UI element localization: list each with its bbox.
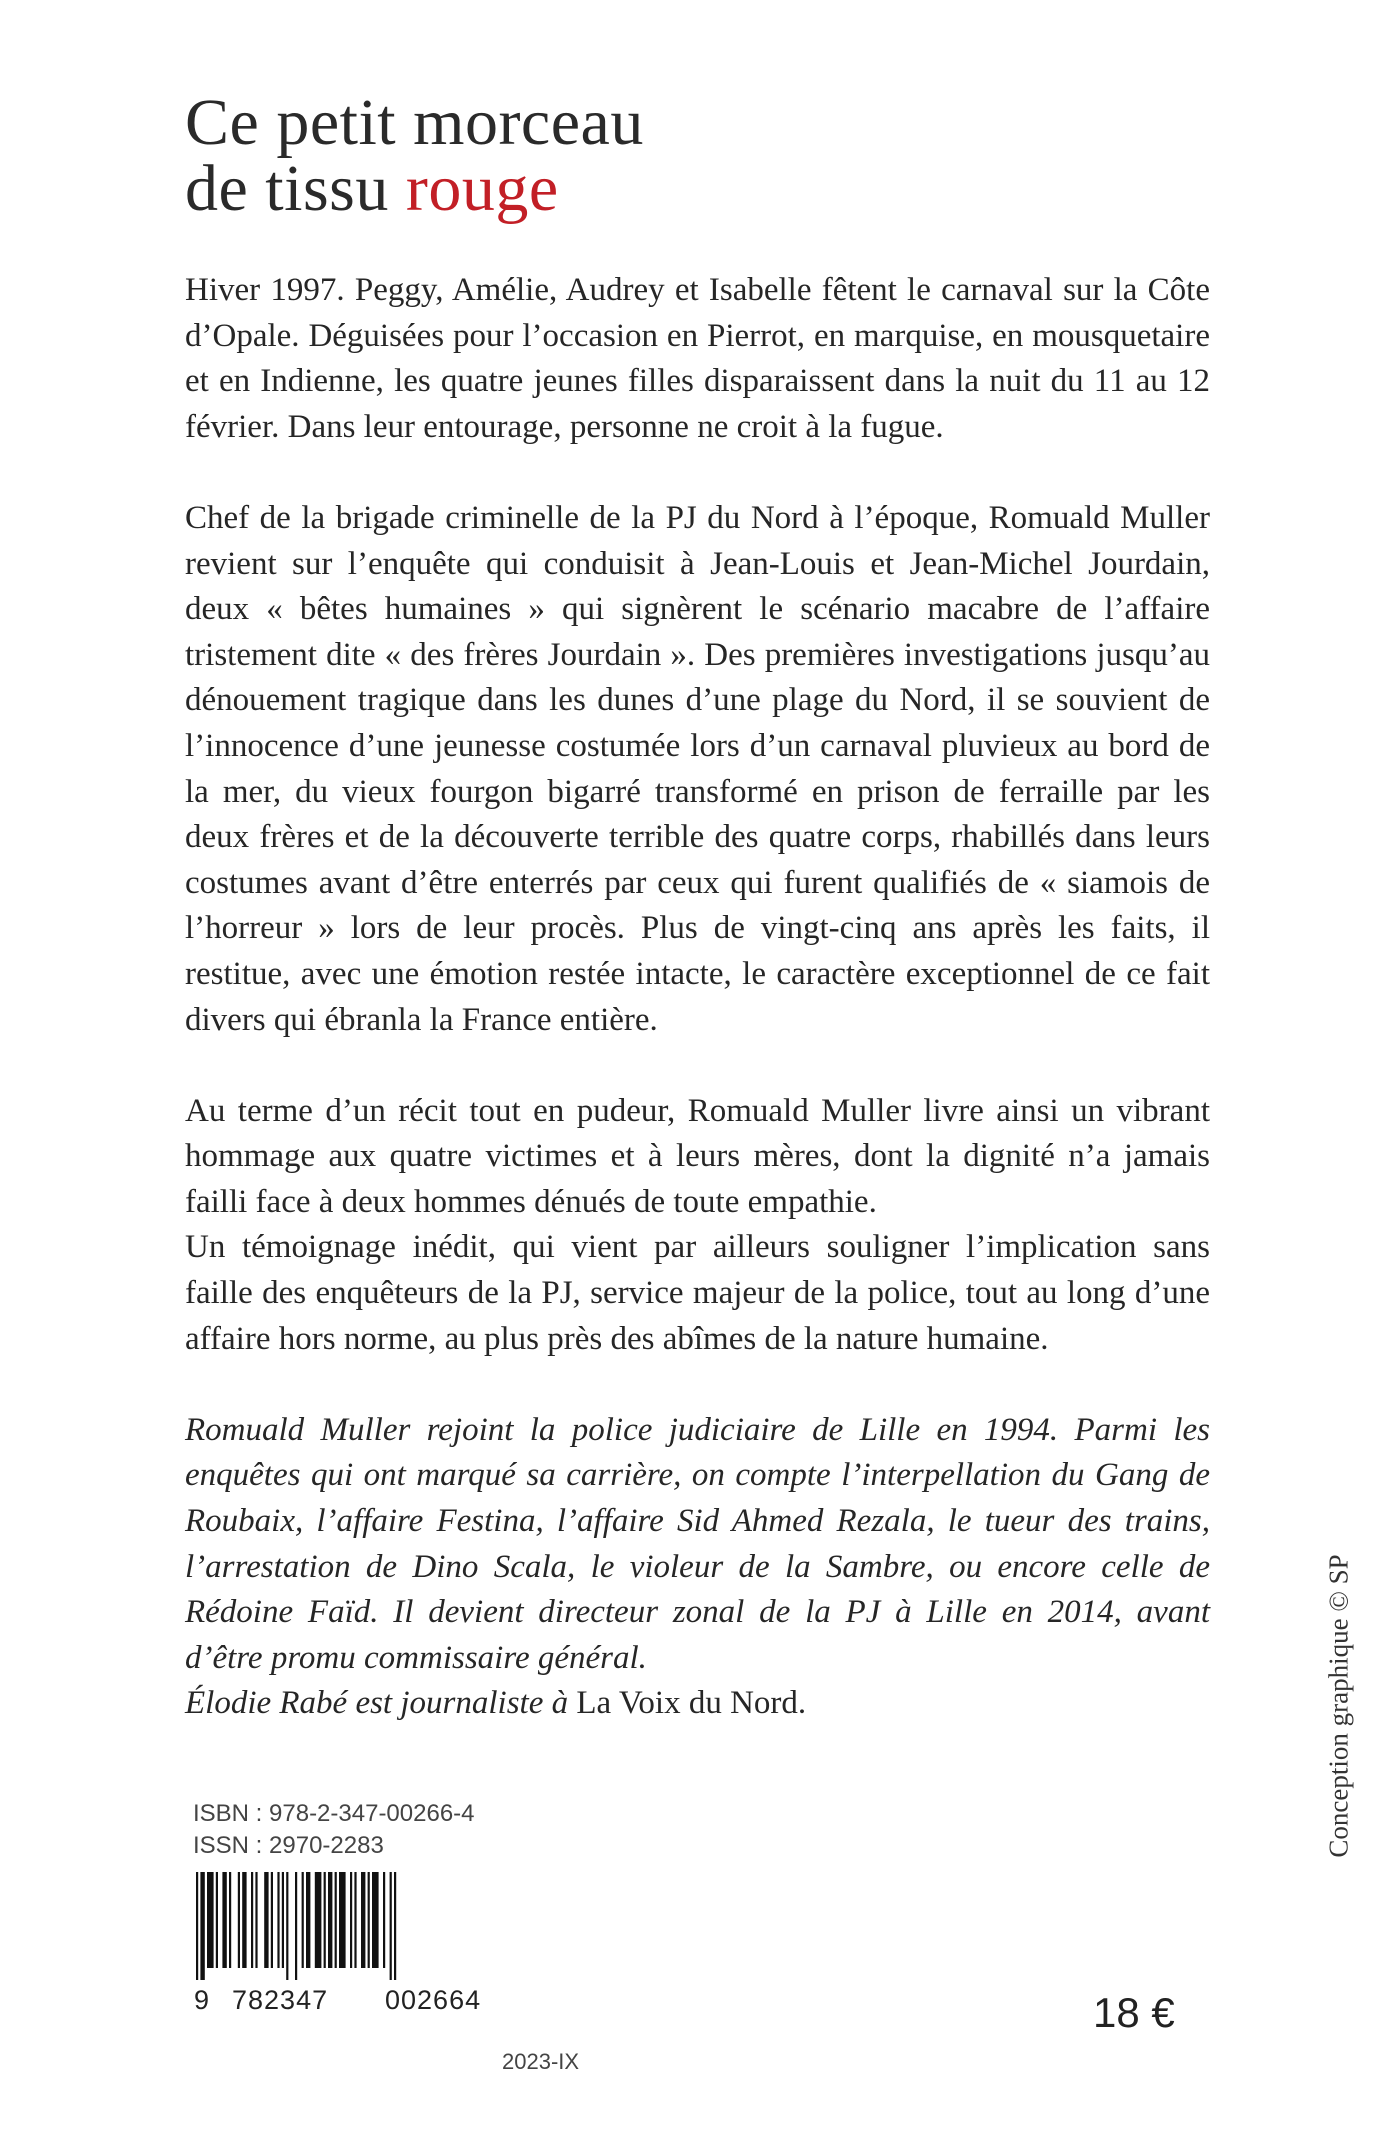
edition-code: 2023-IX [502,2049,580,2074]
barcode-bar [238,1872,240,1968]
author-bio-rabe-period: . [797,1685,807,1722]
barcode-bar [394,1872,396,1980]
barcode-bar [271,1872,273,1968]
barcode-bar [315,1872,322,1968]
author-bio-rabe [185,1681,1210,1727]
barcode-bar [335,1872,337,1968]
author-bio-muller: Romuald Muller rejoint la police judiciaire de Lille en 1994. Parmi les enquêtes qui ont marqué sa carrière, on compte l’interpellation du Gang de Roubaix, l’affaire Festina, l’affaire Sid Ahmed Rezala, le tueur des trains, l’arrestation de Dino Scala, le violeur de la Sambre, ou encore celle de Rédoine Faïd. Il devient directeur zonal de la PJ à Lille en 2014, avant d’être promu commissaire général. [185,1411,1210,1676]
barcode-bar [324,1872,326,1968]
barcode-bar [282,1872,284,1968]
blurb-paragraph-4: Un témoignage inédit, qui vient par ailleurs souligner l’implication sans faille des enquêteurs de la PJ, service majeur de la police, tout au long d’une affaire hors norme, au plus près des abîmes de la nature humaine. [185,1229,1210,1357]
barcode-bar [200,1872,204,1980]
barcode-bar [222,1872,226,1968]
blurb-paragraph-2: Chef de la brigade criminelle de la PJ du Nord à l’époque, Romuald Muller revient sur l’enquête qui conduisit à Jean-Louis et Jean-Michel Jourdain, deux « bêtes humaines » qui signèrent le scénario macabre de l’affaire tristement dite « des frères Jourdain ». Des premières investigations jusqu’au dénouement tragique dans les dunes d’une plage du Nord, il se souvient de l’innocence d’une jeunesse costumée lors d’un carnaval pluvieux au bord de la mer, du vieux fourgon bigarré transformé en prison de ferraille par les deux frères et de la découverte terrible des quatre corps, rhabillés dans leurs costumes avant d’être enterrés par ceux qui furent qualifiés de « siamois de l’horreur » lors de leur procès. Plus de vingt-cinq ans après les faits, il restitue, avec une émotion restée intacte, le caractère exceptionnel de ce fait divers qui ébranla la France entière. [185,499,1210,1038]
title-line-2-prefix: de tissu [185,152,406,225]
barcode-bar [229,1872,231,1968]
barcode-image [190,1872,500,1982]
barcode-bar [216,1872,218,1968]
barcode-bar [286,1872,288,1980]
blurb-paragraph-3: Au terme d’un récit tout en pudeur, Romuald Muller livre ainsi un vibrant hommage aux quatre victimes et à leurs mères, dont la dignité n’a jamais failli face à deux hommes dénués de toute empathie. [185,1092,1210,1220]
price-label: 18 € [1093,1989,1175,2036]
barcode-bar [354,1872,356,1968]
book-title [185,86,644,225]
issn-number: ISSN : 2970-2283 [193,1832,384,1859]
title-line-1: Ce petit morceau [185,86,644,159]
blurb-paragraph-1: Hiver 1997. Peggy, Amélie, Audrey et Isabelle fêtent le carnaval sur la Côte d’Opale. Déguisées pour l’occasion en Pierrot, en marquise, en mousquetaire et en Indienne, les quatre jeunes filles disparaissent dans la nuit du 11 au 12 février. Dans leur entourage, personne ne croit à la fugue. [185,272,1210,445]
back-cover-blurb [185,268,1210,1727]
barcode-bar [383,1872,385,1968]
barcode-bar [255,1872,257,1968]
barcode-bar [390,1872,392,1980]
barcode-bar [306,1872,310,1968]
barcode-bar [302,1872,304,1968]
barcode-bar [277,1872,279,1968]
barcode-bar [264,1872,268,1968]
design-credit: Conception graphique © SP [1323,1554,1354,1858]
barcode-lead-digit: 9 [194,1985,211,2015]
barcode-bar [368,1872,370,1968]
barcode-bar [196,1872,198,1980]
publication-name: La Voix du Nord [576,1685,798,1722]
barcode-right-digits: 002664 [385,1985,482,2015]
barcode-bar [361,1872,365,1968]
barcode-bar [242,1872,246,1968]
barcode-bar [295,1872,297,1980]
barcode-bar [207,1872,214,1968]
identifiers-block [193,1798,475,1862]
isbn-number: ISBN : 978-2-347-00266-4 [193,1800,475,1827]
barcode-bar [328,1872,332,1968]
title-accent-word: rouge [405,152,559,225]
barcode-bar [339,1872,346,1968]
author-bio-rabe-text: Élodie Rabé est journaliste à [185,1685,577,1722]
barcode-bar [372,1872,379,1968]
barcode-bar [350,1872,352,1968]
barcode-bar [251,1872,253,1968]
barcode-left-digits: 782347 [232,1985,329,2015]
